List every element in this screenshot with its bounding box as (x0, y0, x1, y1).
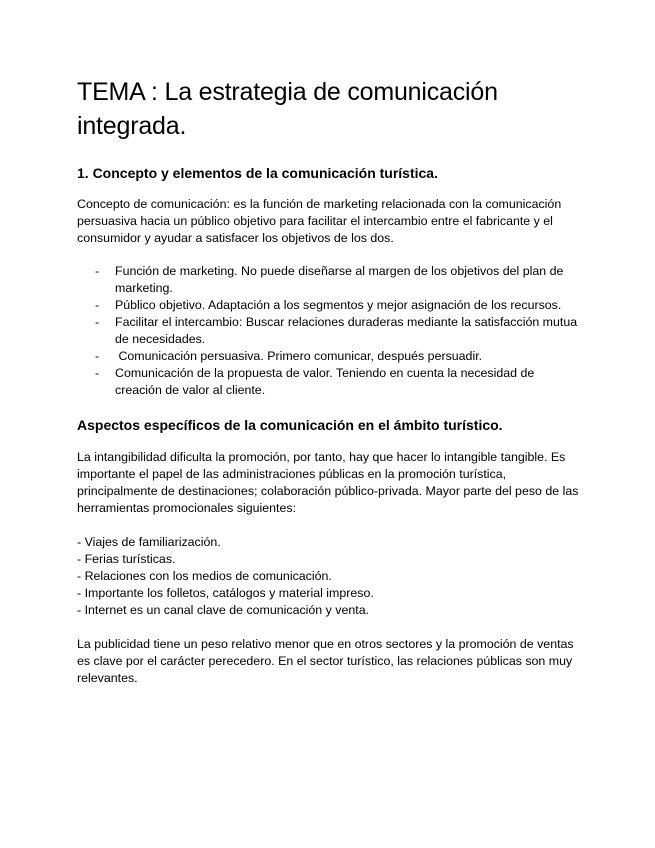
dash-bullet: - (95, 366, 100, 380)
publicidad-paragraph: La publicidad tiene un peso relativo menor que en otros sectores y la promoción de ventas es clave por el carácter perecedero. En el sector turístico, las relaciones públicas son muy relevantes. (77, 637, 574, 685)
dash-bullet: - (95, 315, 100, 329)
list-item: - Ferias turísticas. (77, 552, 176, 566)
elements-list (77, 263, 582, 399)
promotional-tools-list (77, 534, 582, 619)
list-item: - Función de marketing. No puede diseñarse al margen de los objetivos del plan de marketing. (95, 264, 564, 295)
list-item: - Relaciones con los medios de comunicación. (77, 569, 332, 583)
section-heading-concepto: 1. Concepto y elementos de la comunicación turística. (77, 165, 438, 181)
list-item: - Viajes de familiarización. (77, 535, 221, 549)
concepto-paragraph: Concepto de comunicación: es la función de marketing relacionada con la comunicación persuasiva hacia un público objetivo para facilitar el intercambio entre el fabricante y el consumidor y ayudar a satisfacer los objetivos de los dos. (77, 197, 562, 245)
dash-bullet: - (95, 349, 100, 363)
list-item: - Comunicación persuasiva. Primero comunicar, después persuadir. (95, 349, 483, 363)
intangibilidad-paragraph: La intangibilidad dificulta la promoción, por tanto, hay que hacer lo intangible tangible. Es importante el papel de las administraciones públicas en la promoción turística, principalmente de destinaciones; colaboración público-privada. Mayor parte del peso de las herramientas promocionales siguientes: (77, 450, 579, 515)
document-title: TEMA : La estrategia de comunicación integrada. (77, 78, 498, 140)
section-heading-aspectos: Aspectos específicos de la comunicación en el ámbito turístico. (77, 417, 503, 433)
list-item: - Importante los folletos, catálogos y material impreso. (77, 586, 374, 600)
list-item: - Público objetivo. Adaptación a los segmentos y mejor asignación de los recursos. (95, 298, 562, 312)
document-page (77, 75, 582, 687)
list-item: - Facilitar el intercambio: Buscar relaciones duraderas mediante la satisfacción mutua de necesidades. (95, 315, 578, 346)
dash-bullet: - (95, 264, 100, 278)
list-item: - Internet es un canal clave de comunicación y venta. (77, 603, 370, 617)
dash-bullet: - (95, 298, 100, 312)
list-item: - Comunicación de la propuesta de valor. Teniendo en cuenta la necesidad de creación de valor al cliente. (95, 366, 535, 397)
